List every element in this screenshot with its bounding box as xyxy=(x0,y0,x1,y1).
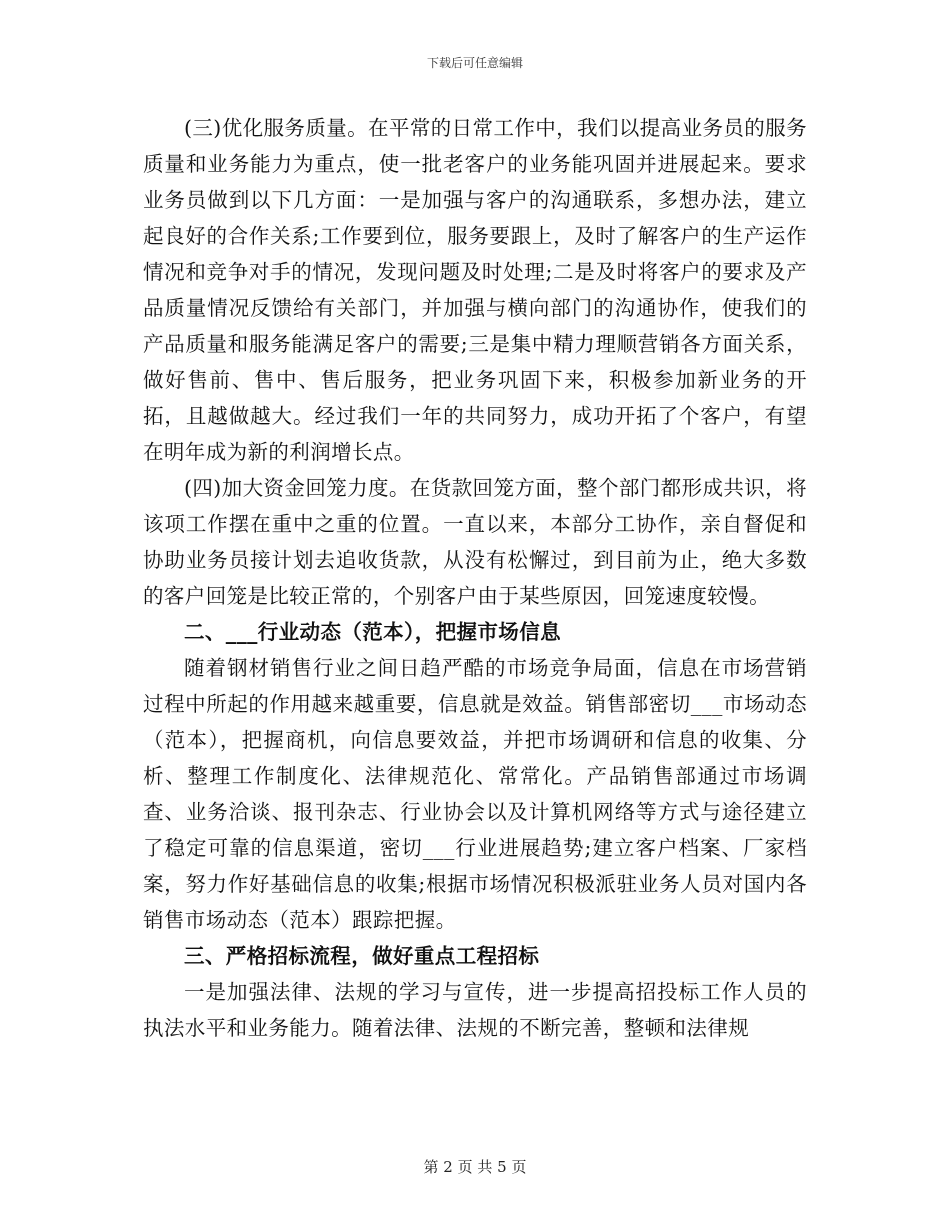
section-heading-market-info: 二、___行业动态（范本），把握市场信息 xyxy=(184,620,561,644)
page-header-note: 下载后可任意编辑 xyxy=(426,56,523,70)
paragraph-service-quality: (三)优化服务质量。在平常的日常工作中，我们以提高业务员的服务质量和业务能力为重点，使一批老客户的业务能巩固并进展起来。要求业务员做到以下几方面：一是加强与客户的沟通联系，多想办法，建立起良好的合作关系;工作要到位，服务要跟上，及时了解客户的生产运作情况和竞争对手的情况，发现问题及时处理;二是及时将客户的要求及产品质量情况反馈给有关部门，并加强与横向部门的沟通协作，使我们的产品质量和服务能满足客户的需要;三是集中精力理顺营销各方面关系，做好售前、售中、售后服务，把业务巩固下来，积极参加新业务的开拓，且越做越大。经过我们一年的共同努力，成功开拓了个客户，有望在明年成为新的利润增长点。 xyxy=(143,116,807,464)
section-heading-bidding: 三、严格招标流程，做好重点工程招标 xyxy=(184,944,540,968)
paragraph-bidding: 一是加强法律、法规的学习与宣传，进一步提高招投标工作人员的执法水平和业务能力。随着法律、法规的不断完善，整顿和法律规 xyxy=(143,980,807,1040)
page-number: 第 2 页 共 5 页 xyxy=(423,1158,527,1176)
paragraph-fund-collection: (四)加大资金回笼力度。在货款回笼方面，整个部门都形成共识，将该项工作摆在重中之重的位置。一直以来，本部分工协作，亲自督促和协助业务员接计划去追收货款，从没有松懈过，到目前为止，绝大多数的客户回笼是比较正常的，个别客户由于某些原因，回笼速度较慢。 xyxy=(143,476,807,608)
document-body xyxy=(143,110,807,1046)
paragraph-market-info: 随着钢材销售行业之间日趋严酷的市场竞争局面，信息在市场营销过程中所起的作用越来越重要，信息就是效益。销售部密切___市场动态（范本），把握商机，向信息要效益，并把市场调研和信息的收集、分析、整理工作制度化、法律规范化、常常化。产品销售部通过市场调查、业务洽谈、报刊杂志、行业协会以及计算机网络等方式与途径建立了稳定可靠的信息渠道，密切___行业进展趋势;建立客户档案、厂家档案，努力作好基础信息的收集;根据市场情况积极派驻业务人员对国内各销售市场动态（范本）跟踪把握。 xyxy=(143,656,807,932)
